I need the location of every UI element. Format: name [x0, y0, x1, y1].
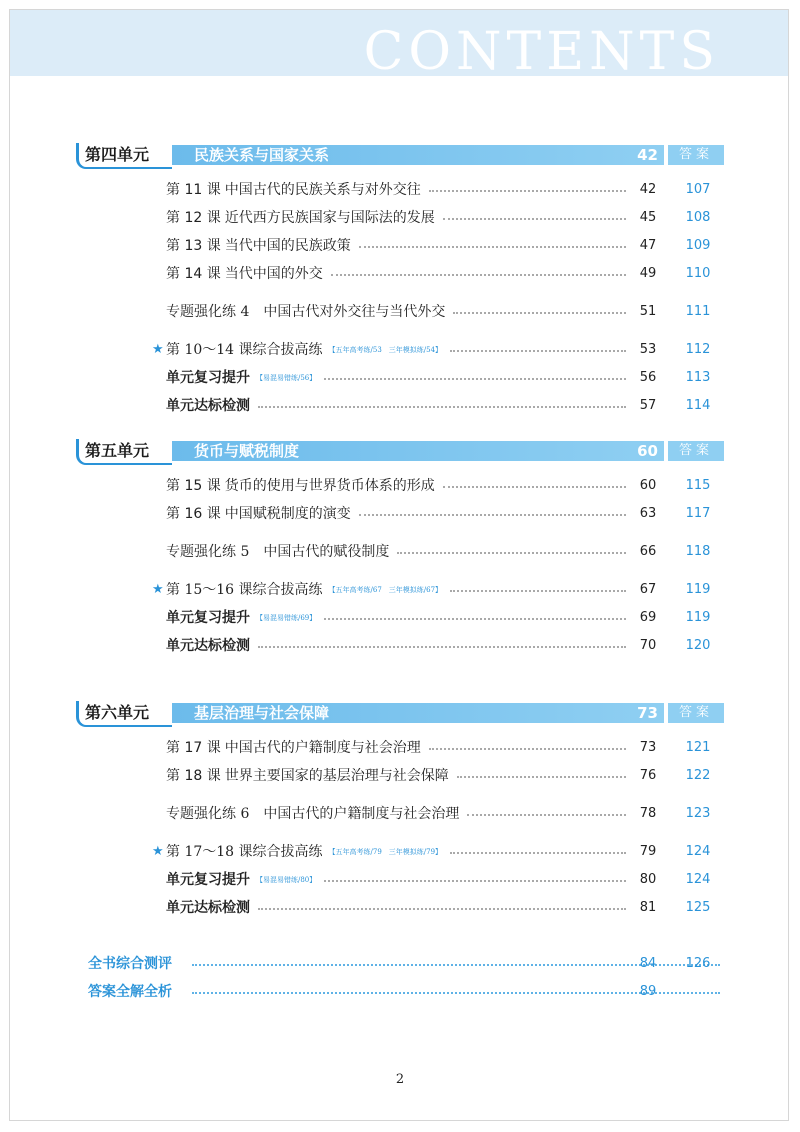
toc-entry-comprehensive[interactable] — [152, 339, 732, 361]
dot-leader — [429, 748, 626, 750]
entry-page-number: 56 — [639, 370, 657, 385]
entry-answer-page: 111 — [685, 304, 711, 319]
dot-leader — [450, 590, 626, 592]
dot-leader — [453, 312, 626, 314]
unit-page-number: 42 — [637, 146, 658, 164]
star-icon: ★ — [152, 844, 164, 859]
entry-label — [166, 339, 446, 361]
lesson-number: 第 13 课 — [166, 238, 221, 254]
star-icon: ★ — [152, 582, 164, 597]
lesson-title: 中国古代的户籍制度与社会治理 — [224, 740, 421, 756]
entry-answer-page: 109 — [685, 238, 711, 253]
entry-page-number: 79 — [639, 844, 657, 859]
entry-answer-page: 117 — [685, 506, 711, 521]
unit-title-bar — [172, 703, 664, 723]
entry-label — [166, 803, 463, 825]
dot-leader — [457, 776, 626, 778]
toc-entry-lesson[interactable] — [152, 207, 732, 229]
dot-leader — [258, 406, 626, 408]
dot-leader — [359, 246, 626, 248]
lesson-title: 世界主要国家的基层治理与社会保障 — [224, 768, 449, 784]
toc-entry-review[interactable] — [152, 367, 732, 389]
unit-tab: 第四单元 — [76, 143, 172, 169]
lesson-number: 第 14 课 — [166, 266, 221, 282]
dot-leader — [443, 218, 626, 220]
toc-entry-lesson[interactable] — [152, 263, 732, 285]
summary-entry[interactable] — [88, 953, 738, 975]
entry-page-number: 69 — [639, 610, 657, 625]
lesson-number: 第 16 课 — [166, 506, 221, 522]
entry-label — [166, 503, 355, 525]
dot-leader — [359, 514, 626, 516]
entry-page-number: 47 — [639, 238, 657, 253]
entry-page-number: 45 — [639, 210, 657, 225]
entry-answer-page: 121 — [685, 740, 711, 755]
entry-answer-page: 108 — [685, 210, 711, 225]
lesson-title: 货币的使用与世界货币体系的形成 — [224, 478, 435, 494]
entry-page-number: 49 — [639, 266, 657, 281]
entry-label — [166, 475, 439, 497]
entry-label — [166, 179, 425, 201]
entry-title: 专题强化练 6 中国古代的户籍制度与社会治理 — [166, 806, 460, 822]
entry-title: 单元复习提升 — [166, 610, 250, 626]
entry-title: 单元达标检测 — [166, 398, 250, 414]
toc-entry-lesson[interactable] — [152, 179, 732, 201]
entry-hint: 【五年高考练/53 三年模拟练/54】 — [328, 346, 443, 354]
lesson-title: 当代中国的民族政策 — [224, 238, 351, 254]
contents-heading: CONTENTS — [363, 22, 720, 76]
entry-label — [166, 635, 254, 657]
entry-title: 第 10～14 课综合拔高练 — [166, 342, 323, 358]
toc-entry-special[interactable] — [152, 301, 732, 323]
entry-title: 专题强化练 4 中国古代对外交往与当代外交 — [166, 304, 446, 320]
header-band — [10, 10, 788, 76]
toc-entry-comprehensive[interactable] — [152, 841, 732, 863]
summary-title: 全书综合测评 — [88, 953, 176, 975]
answer-column-label: 答案 — [668, 145, 724, 165]
lesson-number: 第 11 课 — [166, 182, 221, 198]
entry-page-number: 66 — [639, 544, 657, 559]
entry-label — [166, 607, 320, 629]
entry-title: 单元复习提升 — [166, 872, 250, 888]
unit-title-bar — [172, 441, 664, 461]
entry-title: 专题强化练 5 中国古代的赋役制度 — [166, 544, 390, 560]
toc-entry-review[interactable] — [152, 869, 732, 891]
entry-label — [166, 869, 320, 891]
entry-page-number: 78 — [639, 806, 657, 821]
entry-label — [166, 579, 446, 601]
entry-answer-page: 119 — [685, 610, 711, 625]
lesson-title: 当代中国的外交 — [224, 266, 323, 282]
toc-entry-lesson[interactable] — [152, 503, 732, 525]
lesson-title: 中国赋税制度的演变 — [224, 506, 351, 522]
entry-page-number: 53 — [639, 342, 657, 357]
entry-answer-page: 124 — [685, 844, 711, 859]
answer-column-label: 答案 — [668, 703, 724, 723]
answer-column-label: 答案 — [668, 441, 724, 461]
unit-title-bar — [172, 145, 664, 165]
entry-page-number: 70 — [639, 638, 657, 653]
lesson-title: 近代西方民族国家与国际法的发展 — [224, 210, 435, 226]
entry-hint: 【易混易错练/80】 — [256, 876, 317, 884]
entry-answer-page: 118 — [685, 544, 711, 559]
entry-answer-page: 114 — [685, 398, 711, 413]
summary-answer-page: 126 — [685, 956, 711, 971]
dot-leader — [467, 814, 626, 816]
entry-answer-page: 123 — [685, 806, 711, 821]
toc-entry-lesson[interactable] — [152, 765, 732, 787]
toc-entry-lesson[interactable] — [152, 475, 732, 497]
entry-hint: 【易混易错练/56】 — [256, 374, 317, 382]
entry-page-number: 60 — [639, 478, 657, 493]
entry-page-number: 63 — [639, 506, 657, 521]
toc-entry-lesson[interactable] — [152, 235, 732, 257]
entry-title: 第 17～18 课综合拔高练 — [166, 844, 323, 860]
entry-label — [166, 235, 355, 257]
lesson-number: 第 15 课 — [166, 478, 221, 494]
dot-leader — [397, 552, 626, 554]
unit-title: 民族关系与国家关系 — [194, 146, 330, 164]
toc-entry-test[interactable] — [152, 395, 732, 417]
entry-label — [166, 541, 393, 563]
summary-page-number: 84 — [639, 956, 657, 971]
entry-label — [166, 765, 453, 787]
lesson-number: 第 18 课 — [166, 768, 221, 784]
entry-page-number: 81 — [639, 900, 657, 915]
entry-answer-page: 124 — [685, 872, 711, 887]
entry-answer-page: 119 — [685, 582, 711, 597]
lesson-title: 中国古代的民族关系与对外交往 — [224, 182, 421, 198]
toc-entry-special[interactable] — [152, 541, 732, 563]
entry-answer-page: 112 — [685, 342, 711, 357]
unit-title: 货币与赋税制度 — [194, 442, 300, 460]
unit-tab: 第六单元 — [76, 701, 172, 727]
entry-answer-page: 125 — [685, 900, 711, 915]
entry-label — [166, 737, 425, 759]
summary-title: 答案全解全析 — [88, 981, 176, 1003]
entry-label — [166, 301, 449, 323]
summary-page-number: 89 — [639, 984, 657, 999]
dot-leader — [324, 378, 626, 380]
entry-answer-page: 122 — [685, 768, 711, 783]
entry-label — [166, 395, 254, 417]
entry-label — [166, 207, 439, 229]
unit-title: 基层治理与社会保障 — [194, 704, 330, 722]
dot-leader — [443, 486, 626, 488]
entry-label — [166, 263, 327, 285]
entry-title: 单元复习提升 — [166, 370, 250, 386]
entry-answer-page: 110 — [685, 266, 711, 281]
dot-leader — [450, 350, 626, 352]
dot-leader — [331, 274, 626, 276]
entry-answer-page: 115 — [685, 478, 711, 493]
entry-page-number: 51 — [639, 304, 657, 319]
dot-leader — [258, 908, 626, 910]
summary-entry[interactable] — [88, 981, 738, 1003]
star-icon: ★ — [152, 342, 164, 357]
dot-leader — [258, 646, 626, 648]
unit-header[interactable] — [76, 701, 724, 727]
entry-page-number: 67 — [639, 582, 657, 597]
toc-entry-special[interactable] — [152, 803, 732, 825]
entry-page-number: 73 — [639, 740, 657, 755]
dot-leader — [429, 190, 626, 192]
toc-entry-comprehensive[interactable] — [152, 579, 732, 601]
lesson-number: 第 12 课 — [166, 210, 221, 226]
entry-hint: 【易混易错练/69】 — [256, 614, 317, 622]
toc-entry-review[interactable] — [152, 607, 732, 629]
entry-answer-page: 113 — [685, 370, 711, 385]
page-number: 2 — [395, 1072, 405, 1087]
entry-label — [166, 841, 446, 863]
entry-answer-page: 120 — [685, 638, 711, 653]
toc-entry-lesson[interactable] — [152, 737, 732, 759]
entry-title: 单元达标检测 — [166, 900, 250, 916]
unit-page-number: 73 — [637, 704, 658, 722]
entry-page-number: 76 — [639, 768, 657, 783]
toc-entry-test[interactable] — [152, 635, 732, 657]
entry-answer-page: 107 — [685, 182, 711, 197]
entry-title: 单元达标检测 — [166, 638, 250, 654]
dot-leader — [324, 618, 626, 620]
entry-label — [166, 367, 320, 389]
entry-hint: 【五年高考练/79 三年模拟练/79】 — [328, 848, 443, 856]
entry-title: 第 15～16 课综合拔高练 — [166, 582, 323, 598]
unit-header[interactable] — [76, 143, 724, 169]
toc-entry-test[interactable] — [152, 897, 732, 919]
unit-header[interactable] — [76, 439, 724, 465]
unit-page-number: 60 — [637, 442, 658, 460]
entry-page-number: 42 — [639, 182, 657, 197]
unit-tab: 第五单元 — [76, 439, 172, 465]
dot-leader — [324, 880, 626, 882]
entry-hint: 【五年高考练/67 三年模拟练/67】 — [328, 586, 443, 594]
dot-leader — [450, 852, 626, 854]
lesson-number: 第 17 课 — [166, 740, 221, 756]
entry-page-number: 80 — [639, 872, 657, 887]
entry-page-number: 57 — [639, 398, 657, 413]
entry-label — [166, 897, 254, 919]
